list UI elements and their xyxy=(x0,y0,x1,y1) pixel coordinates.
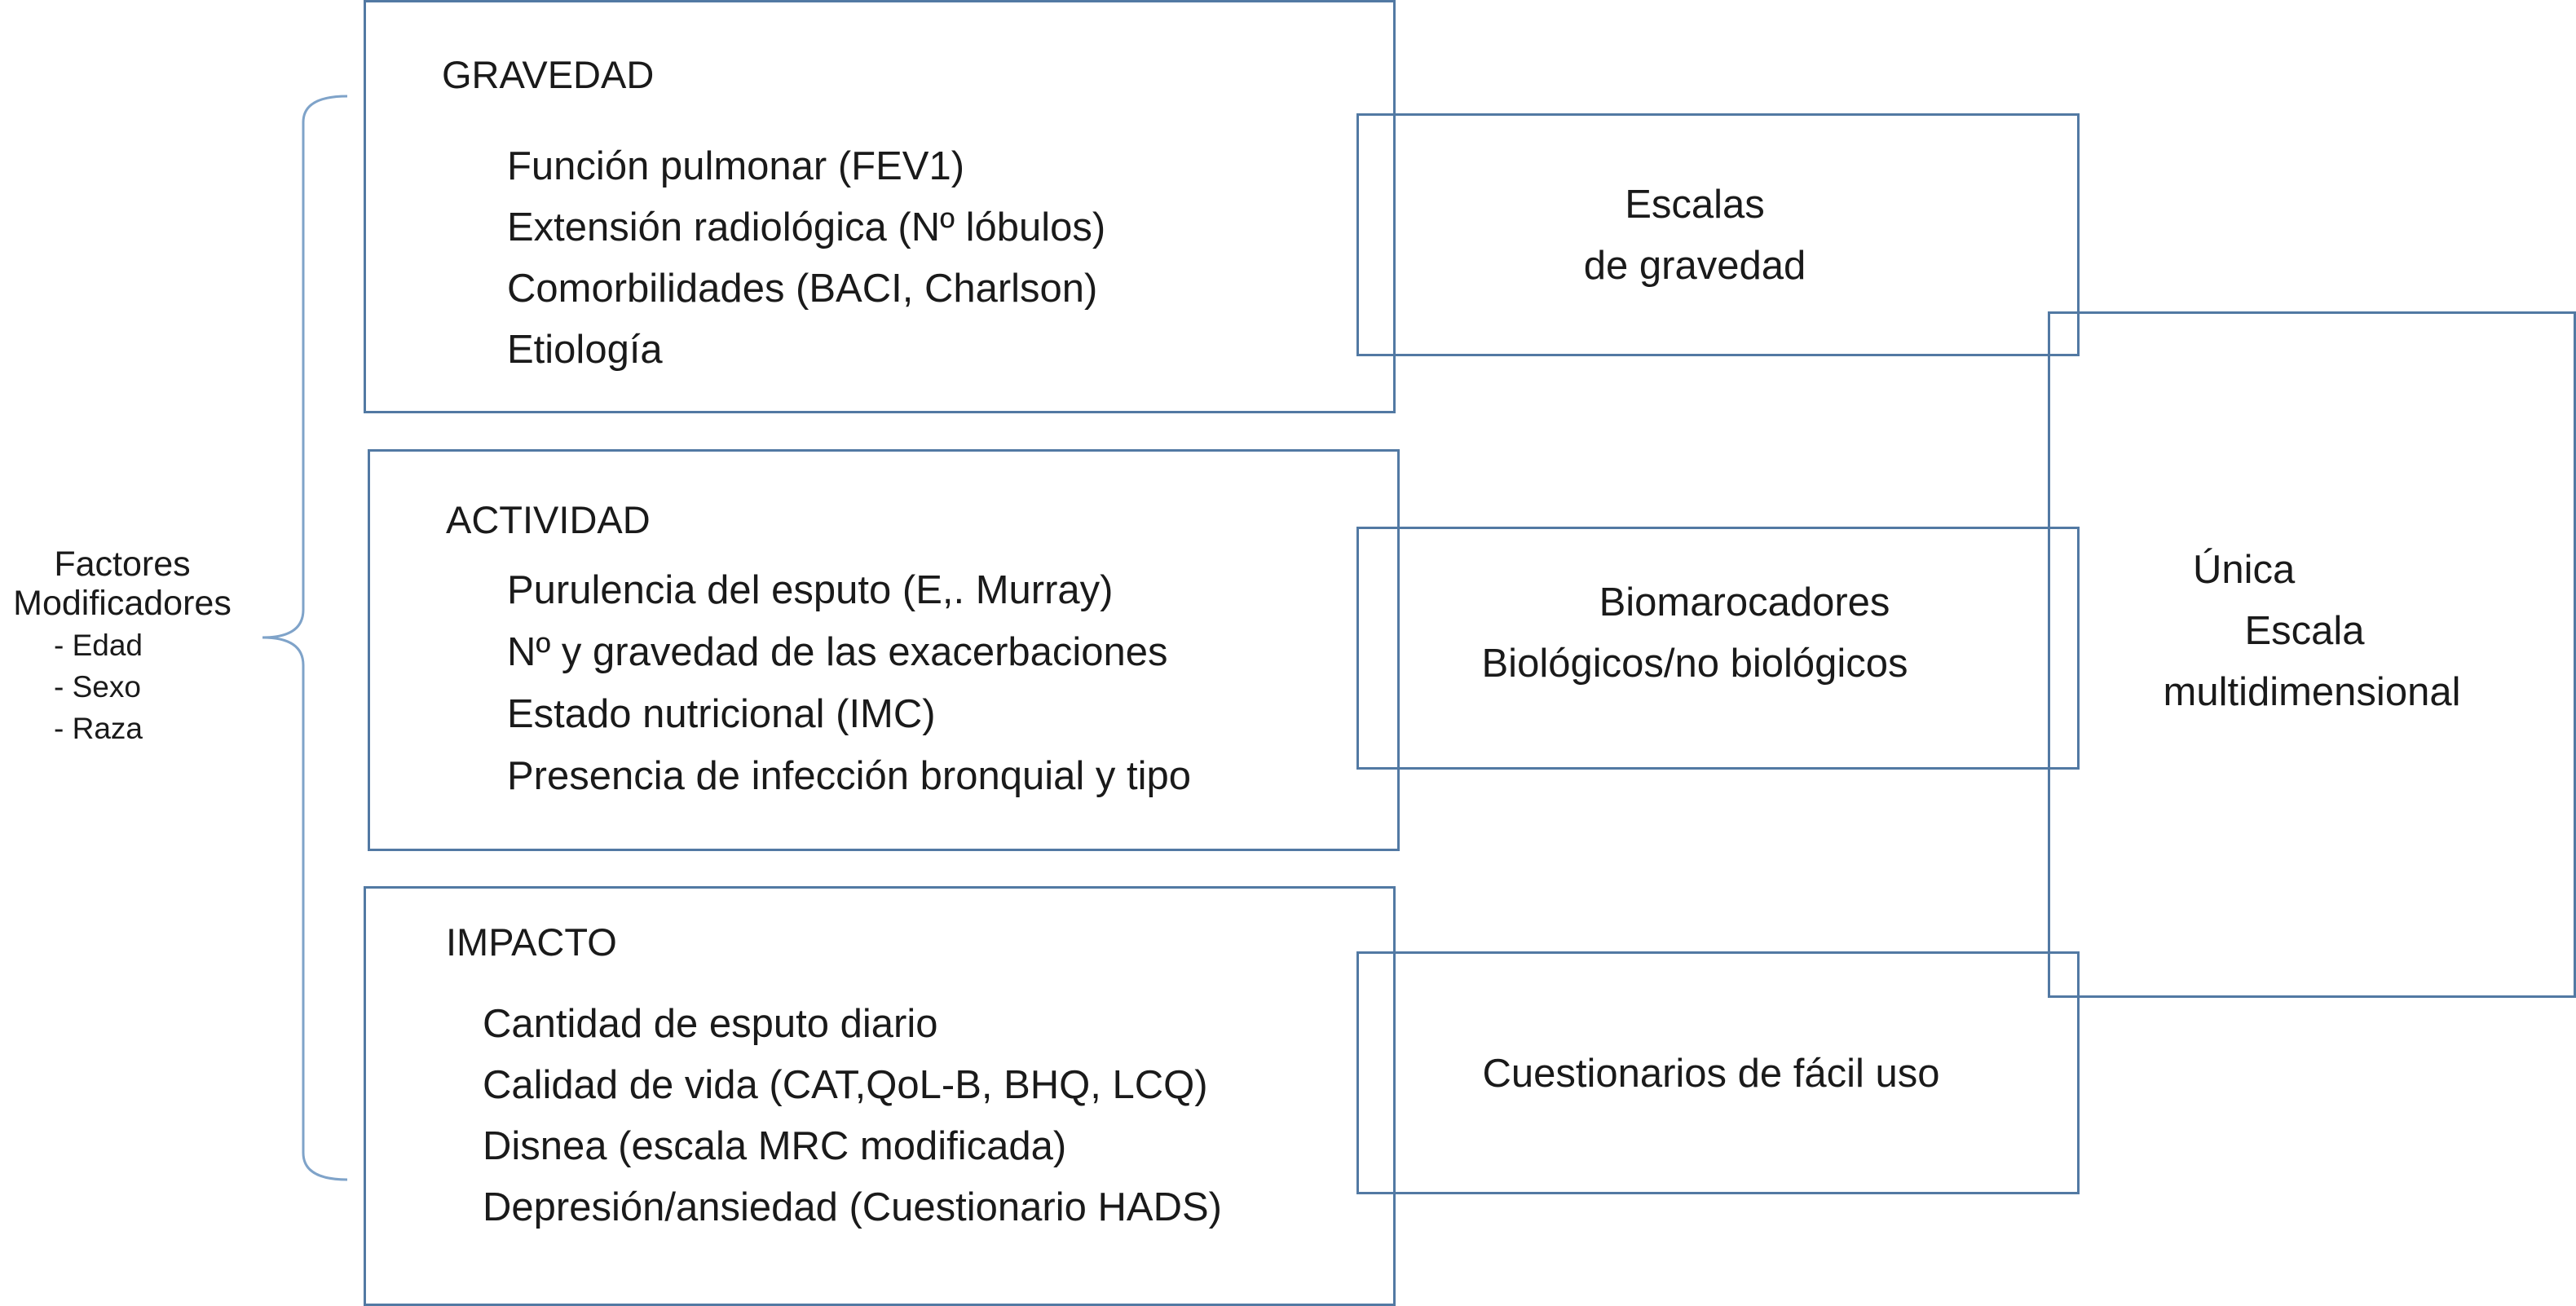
actividad-item: Nº y gravedad de las exacerbaciones xyxy=(507,630,1168,674)
unica-line1: Única xyxy=(2193,548,2296,592)
impacto-item: Depresión/ansiedad (Cuestionario HADS) xyxy=(483,1185,1222,1229)
gravedad-title: GRAVEDAD xyxy=(442,53,655,96)
factor-raza: - Raza xyxy=(54,712,143,745)
factor-edad: - Edad xyxy=(54,629,143,662)
factor-sexo: - Sexo xyxy=(54,670,141,704)
unica-line3: multidimensional xyxy=(2163,670,2461,714)
actividad-item: Purulencia del esputo (E,. Murray) xyxy=(507,568,1114,612)
gravedad-item: Función pulmonar (FEV1) xyxy=(507,144,965,188)
gravedad-item: Comorbilidades (BACI, Charlson) xyxy=(507,267,1098,311)
biomarcadores-line1: Biomarocadores xyxy=(1599,580,1890,624)
escalas-line1: Escalas xyxy=(1625,183,1765,227)
unica-line2: Escala xyxy=(2244,609,2365,653)
biomarcadores-line2: Biológicos/no biológicos xyxy=(1481,642,1908,686)
actividad-title: ACTIVIDAD xyxy=(446,498,651,541)
impacto-item: Disnea (escala MRC modificada) xyxy=(483,1124,1067,1168)
factores-title-line1: Factores xyxy=(54,545,191,584)
actividad-item: Presencia de infección bronquial y tipo xyxy=(507,754,1191,798)
gravedad-item: Extensión radiológica (Nº lóbulos) xyxy=(507,205,1106,249)
impacto-item: Calidad de vida (CAT,QoL-B, BHQ, LCQ) xyxy=(483,1063,1208,1107)
escalas-line2: de gravedad xyxy=(1583,244,1806,288)
cuestionarios-line1: Cuestionarios de fácil uso xyxy=(1482,1052,1940,1096)
factores-title-line2: Modificadores xyxy=(13,584,232,623)
actividad-item: Estado nutricional (IMC) xyxy=(507,692,936,736)
impacto-item: Cantidad de esputo diario xyxy=(483,1002,938,1046)
gravedad-item: Etiología xyxy=(507,328,663,372)
impacto-title: IMPACTO xyxy=(446,920,617,964)
